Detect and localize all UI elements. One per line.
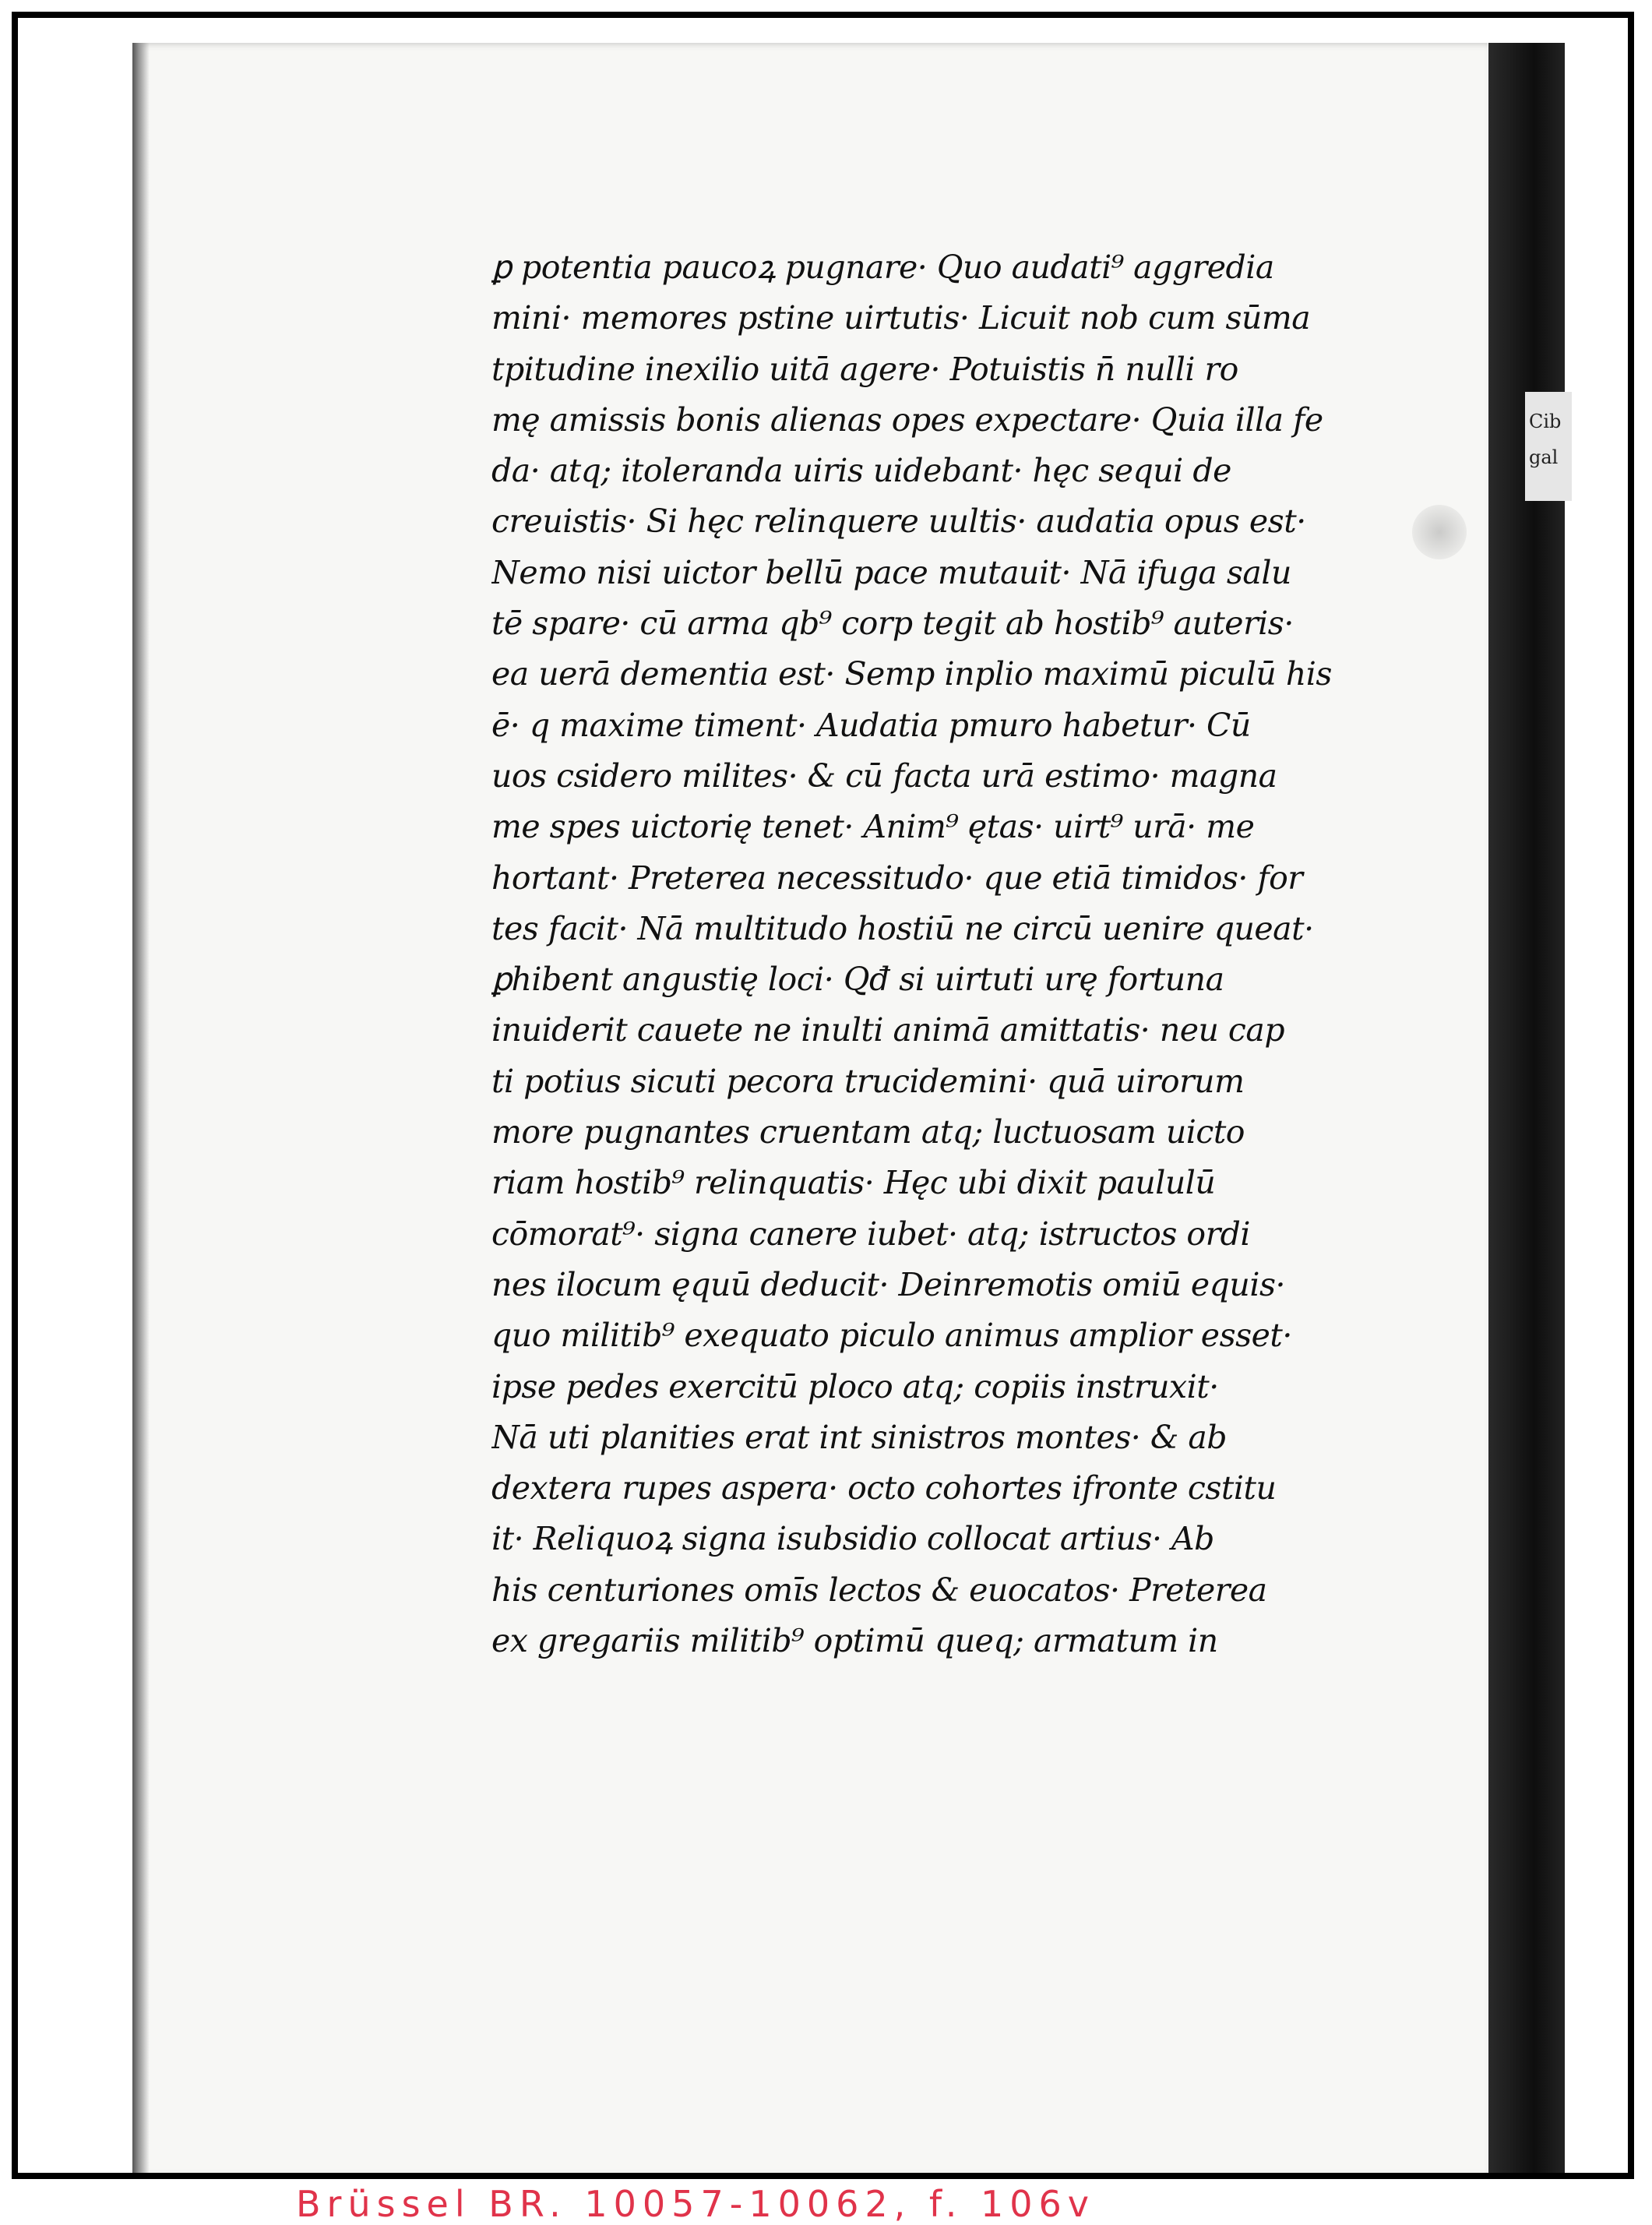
text-line: more pugnantes cruentam atq; luctuosam uicto — [491, 1113, 1245, 1151]
text-line: tes facit· Nā multitudo hostiū ne circū uenire queat· — [491, 909, 1314, 947]
text-line: ea uerā dementia est· Semp inplio maximū piculū his — [491, 655, 1332, 693]
facing-page-text: Cib gal — [1529, 411, 1562, 468]
text-line: creuistis· Si hęc relinquere uultis· audatia opus est· — [491, 502, 1306, 541]
text-line: Nā uti planities erat int sinistros montes· & ab — [491, 1418, 1228, 1456]
text-line: mę amissis bonis alienas opes expectare· Quia illa fe — [491, 400, 1323, 439]
manuscript-text-block — [491, 242, 1473, 1666]
text-line: inuiderit cauete ne inulti animā amittatis· neu cap — [491, 1011, 1285, 1049]
text-line: hortant· Preterea necessitudo· que etiā timidos· for — [491, 859, 1303, 897]
text-line: Nemo nisi uictor bellū pace mutauit· Nā ifuga salu — [491, 553, 1291, 591]
text-line: nes ilocum ęquū deducit· Deinremotis omiū equis· — [491, 1265, 1286, 1303]
text-line: riam hostib⁹ relinquatis· Hęc ubi dixit paululū — [491, 1164, 1216, 1202]
text-line: it· Reliquoꝝ signa isubsidio collocat artius· Ab — [491, 1520, 1214, 1558]
text-line: his centuriones omīs lectos & euocatos· Preterea — [491, 1571, 1267, 1609]
text-line: da· atq; itoleranda uiris uidebant· hęc sequi de — [491, 452, 1231, 490]
text-line: ē· q maxime timent· Audatia pmuro habetur· Cū — [491, 706, 1251, 744]
text-line: ꝑhibent angustię loci· Qđ si uirtuti urę fortuna — [491, 961, 1224, 999]
text-line: tē spare· cū arma qb⁹ corp tegit ab hostib⁹ auteris· — [491, 605, 1294, 643]
text-line: mini· memores pstine uirtutis· Licuit nob cum sūma — [491, 299, 1311, 337]
photo-frame — [12, 12, 1634, 2179]
text-line: quo militib⁹ exequato piculo animus amplior esset· — [491, 1317, 1292, 1355]
binding-gutter — [1488, 43, 1565, 2177]
text-line: ti potius sicuti pecora trucidemini· quā uirorum — [491, 1062, 1245, 1100]
text-line: ex gregariis militib⁹ optimū queq; armatum in — [491, 1622, 1218, 1660]
text-line: cōmorat⁹· signa canere iubet· atq; istructos ordi — [491, 1215, 1251, 1253]
text-line: me spes uictorię tenet· Anim⁹ ętas· uirt⁹ urā· me — [491, 808, 1255, 846]
text-line: uos csidero milites· & cū facta urā estimo· magna — [491, 756, 1277, 795]
library-shelfmark-caption: Brüssel BR. 10057-10062, f. 106v — [296, 2183, 1096, 2225]
text-line: tpitudine inexilio uitā agere· Potuistis n̄ nulli ro — [491, 350, 1238, 388]
text-line: ꝑ potentia paucoꝝ pugnare· Quo audati⁹ aggredia — [491, 249, 1274, 286]
text-line: dextera rupes aspera· octo cohortes ifronte cstitu — [491, 1469, 1277, 1507]
page-shadow-edge — [132, 43, 150, 2177]
text-line: ipse pedes exercitū ploco atq; copiis instruxit· — [491, 1367, 1219, 1405]
